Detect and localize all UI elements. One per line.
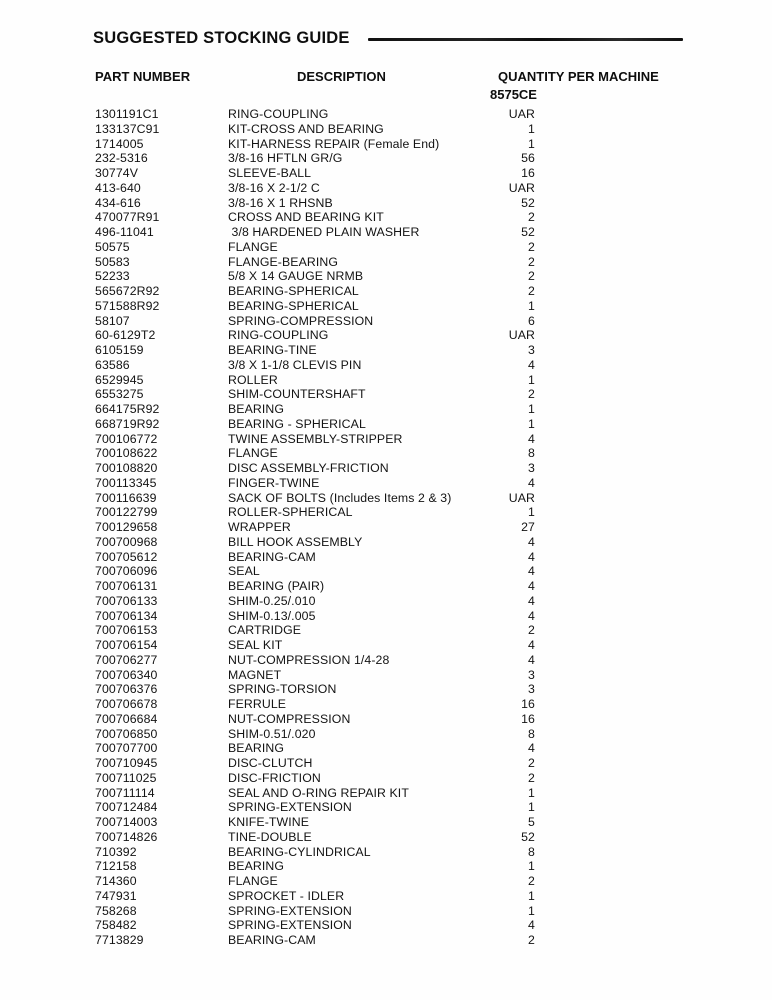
table-row (0, 196, 772, 211)
description-cell: BILL HOOK ASSEMBLY (228, 534, 363, 549)
table-row (0, 682, 772, 697)
table-row (0, 461, 772, 476)
quantity-cell: UAR (508, 328, 535, 343)
description-cell: SEAL (228, 564, 260, 579)
description-cell: 3/8-16 HFTLN GR/G (228, 151, 343, 166)
part-number-cell: 60-6129T2 (95, 328, 156, 343)
quantity-cell: 2 (528, 756, 535, 770)
description-cell: SHIM-0.25/.010 (228, 593, 316, 608)
table-row (0, 491, 772, 506)
quantity-cell: 8 (528, 844, 535, 859)
description-cell: FLANGE (228, 446, 278, 461)
quantity-cell: 2 (528, 254, 535, 269)
quantity-cell: 8 (528, 726, 535, 741)
part-number-cell: 700706134 (95, 608, 158, 623)
part-number-cell: 700712484 (95, 800, 158, 815)
part-number-cell: 50575 (95, 239, 130, 254)
description-cell: MAGNET (228, 667, 282, 682)
quantity-cell: 4 (528, 593, 535, 608)
quantity-cell: 4 (528, 608, 535, 623)
quantity-cell: 2 (528, 874, 535, 888)
quantity-cell: 16 (521, 697, 535, 711)
description-cell: FINGER-TWINE (228, 475, 320, 490)
quantity-cell: 52 (521, 225, 535, 239)
description-cell: CROSS AND BEARING KIT (228, 210, 384, 225)
description-cell: BEARING-TINE (228, 343, 317, 357)
quantity-cell: 4 (528, 534, 535, 549)
quantity-cell: 1 (528, 800, 535, 815)
description-cell: SPRING-EXTENSION (228, 903, 352, 918)
part-number-cell: 700706131 (95, 579, 158, 593)
quantity-cell: 1 (528, 505, 535, 520)
table-row (0, 668, 772, 683)
part-number-cell: 470077R91 (95, 210, 160, 225)
quantity-cell: 52 (521, 195, 535, 210)
part-number-cell: 700122799 (95, 505, 158, 520)
table-row (0, 358, 772, 373)
part-number-cell: 700706133 (95, 593, 158, 608)
quantity-cell: 6 (528, 313, 535, 328)
part-number-cell: 496-11041 (95, 225, 154, 239)
quantity-cell: 2 (528, 770, 535, 785)
part-number-cell: 700116639 (95, 490, 157, 505)
part-number-cell: 50583 (95, 254, 130, 269)
table-row (0, 151, 772, 166)
table-row (0, 653, 772, 668)
description-cell: BEARING (228, 859, 285, 874)
quantity-cell: 4 (528, 549, 535, 564)
quantity-cell: 1 (528, 416, 535, 431)
quantity-cell: UAR (508, 490, 535, 505)
part-number-cell: 700129658 (95, 520, 158, 534)
description-cell: FLANGE (228, 239, 278, 254)
part-number-cell: 434-616 (95, 195, 141, 210)
table-row (0, 712, 772, 727)
part-number-cell: 1714005 (95, 136, 144, 151)
part-number-cell: 700706153 (95, 623, 158, 638)
table-row (0, 535, 772, 550)
quantity-cell: 1 (528, 859, 535, 874)
table-row (0, 505, 772, 520)
description-cell: FERRULE (228, 697, 287, 711)
description-cell: SPROCKET - IDLER (228, 888, 345, 903)
table-row (0, 933, 772, 948)
description-cell: ROLLER-SPHERICAL (228, 505, 353, 520)
table-row (0, 697, 772, 712)
description-cell: FLANGE (228, 874, 278, 888)
quantity-cell: 2 (528, 210, 535, 225)
table-row (0, 786, 772, 801)
part-number-cell: 700710945 (95, 756, 158, 770)
part-number-cell: 700700968 (95, 534, 158, 549)
table-row (0, 314, 772, 329)
description-cell: 3/8 X 1-1/8 CLEVIS PIN (228, 357, 362, 372)
quantity-cell: 16 (521, 711, 535, 726)
quantity-cell: 2 (528, 623, 535, 638)
part-number-cell: 700714826 (95, 829, 158, 844)
quantity-cell: 3 (528, 343, 535, 357)
part-number-cell: 710392 (95, 844, 137, 859)
table-row (0, 756, 772, 771)
part-number-cell: 714360 (95, 874, 137, 888)
quantity-cell: 4 (528, 564, 535, 579)
table-row (0, 859, 772, 874)
description-cell: RING-COUPLING (228, 328, 329, 343)
description-cell: BEARING-CAM (228, 933, 316, 947)
description-cell: SHIM-COUNTERSHAFT (228, 387, 366, 402)
part-number-cell: 700706678 (95, 697, 158, 711)
table-row (0, 225, 772, 240)
description-cell: SPRING-EXTENSION (228, 800, 352, 815)
table-row (0, 550, 772, 565)
description-cell: RING-COUPLING (228, 107, 329, 121)
quantity-cell: 52 (521, 829, 535, 844)
table-row (0, 845, 772, 860)
description-cell: FLANGE-BEARING (228, 254, 339, 269)
part-number-cell: 700707700 (95, 741, 158, 756)
page-title: SUGGESTED STOCKING GUIDE (93, 29, 350, 47)
part-number-cell: 747931 (95, 888, 137, 903)
table-row (0, 387, 772, 402)
table-row (0, 889, 772, 904)
part-number-cell: 700711114 (95, 785, 155, 800)
quantity-cell: UAR (508, 107, 535, 121)
quantity-cell: 1 (528, 372, 535, 387)
table-row (0, 564, 772, 579)
table-row (0, 343, 772, 358)
table-row (0, 476, 772, 491)
quantity-cell: 27 (521, 520, 535, 534)
part-number-cell: 565672R92 (95, 284, 160, 298)
quantity-cell: 16 (521, 166, 535, 180)
description-cell: SHIM-0.13/.005 (228, 608, 316, 623)
table-row (0, 904, 772, 919)
description-cell: SEAL KIT (228, 638, 283, 652)
part-number-cell: 700705612 (95, 549, 158, 564)
table-row (0, 107, 772, 122)
table-row (0, 166, 772, 181)
part-number-cell: 700108622 (95, 446, 158, 461)
part-number-cell: 700711025 (95, 770, 157, 785)
table-row (0, 609, 772, 624)
table-row (0, 741, 772, 756)
quantity-cell: 1 (528, 402, 535, 416)
quantity-cell: 4 (528, 431, 535, 446)
description-cell: WRAPPER (228, 520, 291, 534)
quantity-cell: 4 (528, 652, 535, 667)
table-row (0, 402, 772, 417)
description-cell: SLEEVE-BALL (228, 166, 312, 180)
part-number-cell: 700706277 (95, 652, 158, 667)
table-row (0, 815, 772, 830)
description-cell: SEAL AND O-RING REPAIR KIT (228, 785, 409, 800)
table-row (0, 328, 772, 343)
description-cell: SPRING-TORSION (228, 682, 337, 697)
part-number-cell: 7713829 (95, 933, 144, 947)
description-cell: BEARING - SPHERICAL (228, 416, 366, 431)
column-header-part-number: PART NUMBER (95, 69, 191, 84)
table-row (0, 255, 772, 270)
description-cell: BEARING-CAM (228, 549, 316, 564)
quantity-cell: 3 (528, 667, 535, 682)
part-number-cell: 712158 (95, 859, 137, 874)
quantity-cell: 2 (528, 387, 535, 402)
title-row (93, 29, 683, 48)
quantity-cell: 1 (528, 903, 535, 918)
table-row (0, 727, 772, 742)
table-row (0, 210, 772, 225)
table-row (0, 918, 772, 933)
part-number-cell: 700113345 (95, 475, 157, 490)
table-row (0, 830, 772, 845)
quantity-cell: 4 (528, 357, 535, 372)
table-row (0, 638, 772, 653)
quantity-cell: 4 (528, 475, 535, 490)
table-row (0, 122, 772, 137)
description-cell: DISC ASSEMBLY-FRICTION (228, 461, 389, 475)
part-number-cell: 133137C91 (95, 121, 160, 136)
quantity-cell: 2 (528, 933, 535, 947)
part-number-cell: 1301191C1 (95, 107, 159, 121)
description-cell: 5/8 X 14 GAUGE NRMB (228, 269, 364, 284)
part-number-cell: 668719R92 (95, 416, 160, 431)
part-number-cell: 700714003 (95, 815, 158, 829)
part-number-cell: 63586 (95, 357, 130, 372)
part-number-cell: 6105159 (95, 343, 144, 357)
part-number-cell: 758268 (95, 903, 137, 918)
description-cell: SPRING-COMPRESSION (228, 313, 374, 328)
description-cell: TWINE ASSEMBLY-STRIPPER (228, 431, 403, 446)
part-number-cell: 700706376 (95, 682, 158, 697)
part-number-cell: 58107 (95, 313, 130, 328)
part-number-cell: 700108820 (95, 461, 158, 475)
quantity-cell: 1 (528, 136, 535, 151)
quantity-cell: 3 (528, 461, 535, 475)
part-number-cell: 700706684 (95, 711, 158, 726)
table-row (0, 417, 772, 432)
quantity-cell: 2 (528, 239, 535, 254)
table-row (0, 373, 772, 388)
quantity-cell: 1 (528, 121, 535, 136)
description-cell: ROLLER (228, 372, 278, 387)
description-cell: NUT-COMPRESSION 1/4-28 (228, 652, 390, 667)
description-cell: SHIM-0.51/.020 (228, 726, 316, 741)
part-number-cell: 700706154 (95, 638, 158, 652)
table-row (0, 299, 772, 314)
part-number-cell: 6529945 (95, 372, 144, 387)
description-cell: 3/8-16 X 1 RHSNB (228, 195, 333, 210)
table-row (0, 594, 772, 609)
quantity-cell: 5 (528, 815, 535, 829)
description-cell: CARTRIDGE (228, 623, 302, 638)
column-header-machine-model: 8575CE (490, 87, 537, 102)
description-cell: BEARING (PAIR) (228, 579, 325, 593)
part-number-cell: 758482 (95, 918, 137, 933)
description-cell: KIT-CROSS AND BEARING (228, 121, 384, 136)
description-cell: KIT-HARNESS REPAIR (Female End) (228, 136, 440, 151)
description-cell: BEARING (228, 741, 285, 756)
table-row (0, 800, 772, 815)
table-body (0, 107, 772, 948)
description-cell: BEARING (228, 402, 285, 416)
description-cell: TINE-DOUBLE (228, 829, 312, 844)
part-number-cell: 700706340 (95, 667, 158, 682)
description-cell: BEARING-CYLINDRICAL (228, 844, 371, 859)
part-number-cell: 700706850 (95, 726, 158, 741)
part-number-cell: 700106772 (95, 431, 158, 446)
table-row (0, 520, 772, 535)
column-header-quantity: QUANTITY PER MACHINE (498, 69, 659, 84)
part-number-cell: 30774V (95, 166, 138, 180)
table-row (0, 269, 772, 284)
table-row (0, 284, 772, 299)
part-number-cell: 664175R92 (95, 402, 160, 416)
table-row (0, 137, 772, 152)
quantity-cell: 1 (528, 298, 535, 313)
description-cell: SPRING-EXTENSION (228, 918, 352, 933)
quantity-cell: 8 (528, 446, 535, 461)
table-row (0, 240, 772, 255)
table-row (0, 432, 772, 447)
quantity-cell: 1 (528, 785, 535, 800)
description-cell: KNIFE-TWINE (228, 815, 310, 829)
table-column-headers (0, 69, 772, 103)
part-number-cell: 571588R92 (95, 298, 160, 313)
quantity-cell: 4 (528, 741, 535, 756)
table-row (0, 623, 772, 638)
quantity-cell: 1 (528, 888, 535, 903)
quantity-cell: 4 (528, 638, 535, 652)
description-cell: 3/8-16 X 2-1/2 C (228, 180, 320, 195)
table-row (0, 579, 772, 594)
quantity-cell: 2 (528, 284, 535, 298)
part-number-cell: 52233 (95, 269, 130, 284)
quantity-cell: 2 (528, 269, 535, 284)
table-row (0, 446, 772, 461)
quantity-cell: 4 (528, 579, 535, 593)
description-cell: BEARING-SPHERICAL (228, 284, 359, 298)
description-cell: SACK OF BOLTS (Includes Items 2 & 3) (228, 490, 452, 505)
quantity-cell: 3 (528, 682, 535, 697)
quantity-cell: 4 (528, 918, 535, 933)
quantity-cell: 56 (521, 151, 535, 166)
quantity-cell: UAR (508, 180, 535, 195)
title-rule (368, 38, 683, 41)
table-row (0, 181, 772, 196)
table-row (0, 771, 772, 786)
column-header-description: DESCRIPTION (297, 69, 386, 84)
part-number-cell: 232-5316 (95, 151, 148, 166)
table-row (0, 874, 772, 889)
part-number-cell: 413-640 (95, 180, 141, 195)
part-number-cell: 6553275 (95, 387, 144, 402)
part-number-cell: 700706096 (95, 564, 158, 579)
description-cell: DISC-CLUTCH (228, 756, 313, 770)
description-cell: NUT-COMPRESSION (228, 711, 351, 726)
description-cell: 3/8 HARDENED PLAIN WASHER (228, 225, 420, 239)
description-cell: DISC-FRICTION (228, 770, 321, 785)
description-cell: BEARING-SPHERICAL (228, 298, 359, 313)
